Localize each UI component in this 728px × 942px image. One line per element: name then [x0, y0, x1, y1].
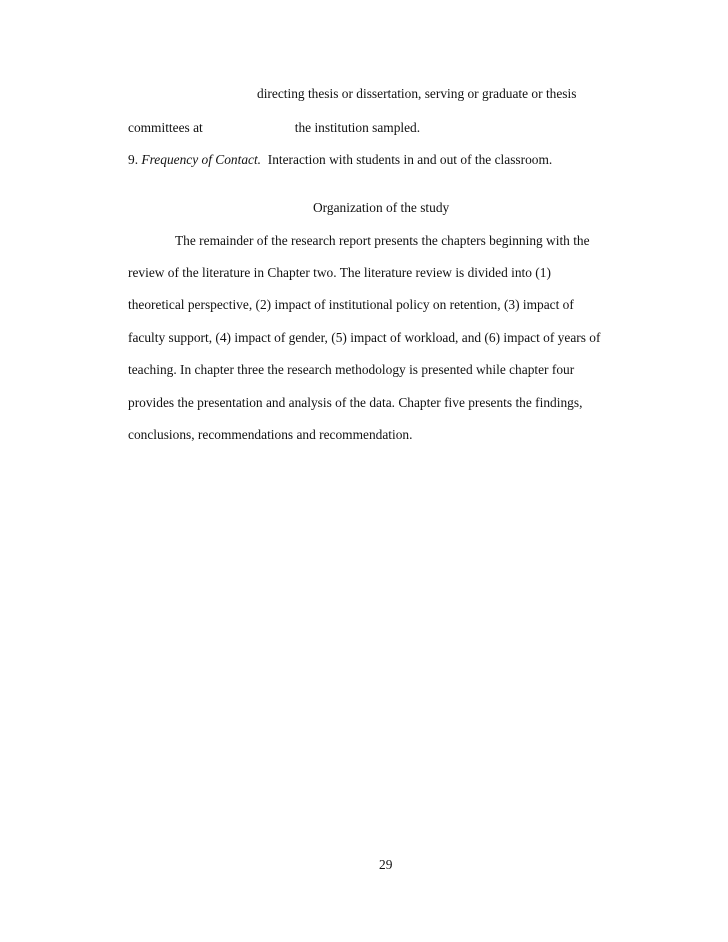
paragraph-line-3: theoretical perspective, (2) impact of institutional policy on retention, (3) impact of: [128, 297, 574, 312]
definition-continuation-part-2: the institution sampled.: [294, 120, 421, 135]
paragraph-line-6: provides the presentation and analysis of the data. Chapter five presents the findings,: [128, 395, 583, 410]
paragraph-line-2: review of the literature in Chapter two. The literature review is divided into (1): [128, 265, 551, 280]
section-heading: Organization of the study: [313, 200, 450, 215]
page-number: 29: [379, 857, 393, 872]
paragraph-line-7: conclusions, recommendations and recommendation.: [128, 427, 413, 442]
definition-9-description: Interaction with students in and out of the classroom.: [267, 152, 553, 167]
paragraph-line-5: teaching. In chapter three the research methodology is presented while chapter four: [128, 362, 575, 377]
definition-9: [128, 152, 552, 168]
definition-continuation-part-1: committees at: [128, 120, 203, 135]
definition-9-term: Frequency of Contact.: [141, 152, 262, 167]
definition-9-number: 9.: [128, 152, 139, 167]
definition-continuation-line-1: directing thesis or dissertation, serving or graduate or thesis: [257, 86, 577, 101]
paragraph-line-4: faculty support, (4) impact of gender, (5) impact of workload, and (6) impact of years of: [128, 330, 601, 345]
paragraph-line-1: The remainder of the research report presents the chapters beginning with the: [175, 233, 590, 248]
definition-continuation-line-2: [128, 120, 420, 136]
